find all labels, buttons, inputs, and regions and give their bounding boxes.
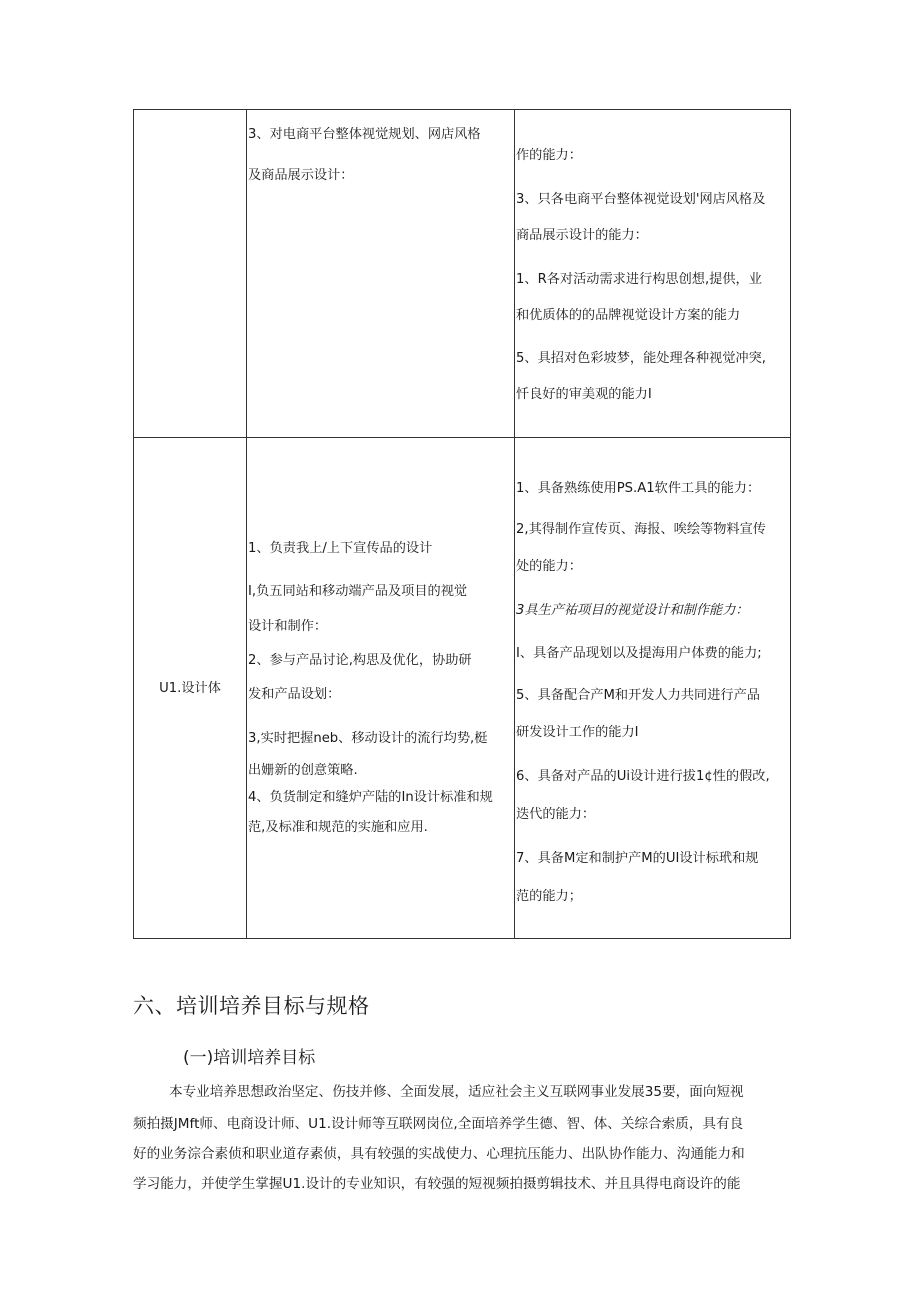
ability-line: 处的能力： (516, 559, 582, 574)
ability-line: 3具生产祐项目的视觉设计和制作能力： (516, 603, 749, 618)
ability-line: 7、具备M定和制护产M的UI设计标玳和规 (516, 851, 759, 866)
duty-line: 设计和制作： (248, 619, 328, 634)
paragraph-line: 频拍摄JMft师、电商设计师、U1.设计师等互联网岗位,全面培养学生德、智、体、关综合索质，具有良 (133, 1116, 744, 1132)
table-row (134, 110, 791, 438)
ability-line: 和优质体的的品牌视觉设计方案的能力 (516, 308, 741, 323)
duty-line: 3,实时把握neb、移动设计的流行均势,梃 (248, 731, 488, 746)
ability-line: 1、具备熟练使用PS.A1软件工具的能力： (516, 481, 761, 496)
table-cell-abilities (515, 110, 791, 438)
table-row (134, 438, 791, 939)
table-cell-abilities (515, 438, 791, 939)
duty-line: 3、对电商平台整体视觉规划、网店风格 (248, 127, 481, 142)
ability-line: 迭代的能力： (516, 807, 596, 822)
ability-line: 作的能力： (516, 148, 582, 163)
duty-line: I,负五同站和移动端产品及项目的视觉 (248, 584, 468, 599)
duty-line: 1、负责我上/上下宣传品的设计 (248, 541, 433, 556)
ability-line: 商品展示设计的能力： (516, 228, 648, 243)
ability-line: 范的能力； (516, 889, 582, 904)
ability-line: 3、只各电商平台整体视觉设划'网店风格及 (516, 192, 766, 207)
ability-line: 研发设计工作的能力I (516, 725, 639, 740)
table-cell-duties (247, 438, 515, 939)
paragraph-line: 本专业培养思想政治坚定、伤技并修、全面发展，适应社会主义互联网事业发展35要，面向短视 (169, 1084, 744, 1100)
table-cell-role (134, 438, 247, 939)
duty-line: 出姗新的创意策略. (248, 763, 358, 778)
table-cell-role (134, 110, 247, 438)
ability-line: 5、具招对色彩坡梦，能处理各种视觉冲突, (516, 351, 766, 366)
paragraph-line: 学习能力，并使学生掌握U1.设计的专业知识，有较强的短视频拍摄剪辑技术、并且具得电商设许的能 (133, 1176, 741, 1192)
ability-line: 忏良好的审美观的能力I (516, 387, 652, 402)
role-title: U1.设计体 (159, 681, 221, 696)
ability-line: 1、R各对活动需求进行构思创想,提供，业 (516, 272, 762, 287)
section-heading: 六、培训培养目标与规格 (133, 994, 370, 1018)
duty-line: 发和产品设划： (248, 687, 341, 702)
table-cell-duties (247, 110, 515, 438)
job-capability-table (133, 109, 791, 939)
duty-line: 2、参与产品讨论,构思及优化，协助研 (248, 653, 472, 668)
duty-line: 范,及标准和规范的实施和应用. (248, 820, 428, 835)
ability-line: 5、具备配合产M和开发人力共同进行产品 (516, 688, 760, 703)
duty-line: 及商品展示设计： (248, 168, 354, 183)
ability-line: 6、具备对产品的Ui设计进行拔1¢性的假改, (516, 769, 770, 784)
duty-line: 4、负货制定和缝炉产陆的In设计标准和规 (248, 790, 493, 805)
subsection-heading: (一)培训培养目标 (183, 1048, 316, 1068)
ability-line: I、具备产品现划以及提海用户体费的能力; (516, 646, 762, 661)
paragraph-line: 好的业务淙合素侦和职业道存素侦，具有较强的实战使力、心理抗压能力、出队协作能力、沟通能力和 (133, 1146, 745, 1162)
ability-line: 2,其得制作宣传页、海报、唉绘等物料宣传 (516, 522, 766, 537)
